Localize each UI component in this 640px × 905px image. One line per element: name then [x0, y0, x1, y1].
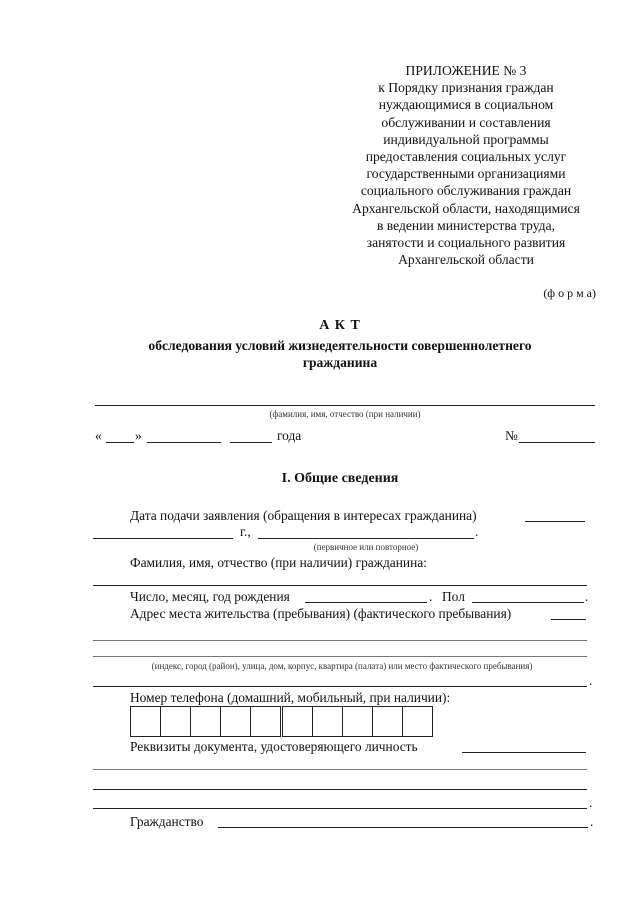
number-sign: № [505, 428, 518, 443]
phone-digit-cell[interactable] [250, 706, 281, 737]
address-field-line-3[interactable] [93, 656, 587, 657]
appendix-line: к Порядку признания граждан [378, 80, 554, 96]
address-field-line-4[interactable] [93, 686, 587, 687]
year-suffix: года [277, 428, 302, 443]
appendix-line: предоставления социальных услуг [365, 149, 567, 165]
period: . [429, 589, 433, 604]
appendix-line: Архангельской области [398, 252, 534, 268]
act-title: А К Т [319, 318, 361, 333]
phone-digit-cell[interactable] [190, 706, 221, 737]
number-field-line[interactable] [519, 442, 595, 443]
appendix-line: ПРИЛОЖЕНИЕ № 3 [405, 63, 527, 78]
phone-label: Номер телефона (домашний, мобильный, при наличии): [130, 690, 451, 705]
appendix-line: нуждающимися в социальном [378, 97, 554, 113]
fio-label: Фамилия, имя, отчество (при наличии) гражданина: [130, 555, 427, 570]
citizenship-field-line[interactable] [218, 827, 588, 828]
period: . [475, 524, 479, 539]
year-field-line[interactable] [230, 442, 272, 443]
citizenship-label: Гражданство [130, 814, 204, 829]
phone-digit-cell[interactable] [342, 706, 373, 737]
appendix-line: занятости и социального развития [366, 235, 566, 251]
id-document-field-line-4[interactable] [93, 808, 587, 809]
sex-label: Пол [442, 589, 465, 604]
act-subtitle-line1: обследования условий жизнедеятельности совершеннолетнего [148, 338, 532, 353]
phone-number-cells [130, 706, 433, 735]
id-document-field-line-3[interactable] [93, 789, 587, 790]
sex-field-line[interactable] [472, 602, 584, 603]
appendix-line: обслуживании и составления [381, 114, 551, 130]
name-field-caption: (фамилия, имя, отчество (при наличии) [269, 409, 421, 419]
phone-digit-cell[interactable] [402, 706, 433, 737]
address-field-line[interactable] [551, 619, 586, 620]
id-document-label: Реквизиты документа, удостоверяющего личность [130, 739, 418, 754]
birth-date-label: Число, месяц, год рождения [130, 589, 290, 604]
period: . [585, 589, 589, 604]
day-field-line[interactable] [106, 442, 134, 443]
year-abbr: г., [240, 524, 251, 539]
date-close-quote: » [135, 428, 142, 443]
application-date-line-2[interactable] [93, 538, 233, 539]
birth-date-field-line[interactable] [305, 602, 427, 603]
fio-field-line[interactable] [93, 585, 587, 586]
form-mark: (ф о р м а) [543, 286, 596, 300]
month-field-line[interactable] [147, 442, 221, 443]
application-date-label: Дата подачи заявления (обращения в интересах гражданина) [130, 508, 477, 523]
application-date-line[interactable] [525, 521, 585, 522]
id-document-field-line-2[interactable] [93, 769, 587, 770]
phone-digit-cell[interactable] [312, 706, 343, 737]
appendix-line: Архангельской области, находящимися [352, 200, 580, 216]
act-subtitle [60, 337, 620, 371]
application-type-caption: (первичное или повторное) [313, 542, 419, 552]
appendix-header [330, 62, 602, 268]
application-type-line[interactable] [258, 538, 474, 539]
act-subtitle-line2: гражданина [302, 355, 378, 370]
section-title: I. Общие сведения [281, 471, 399, 486]
address-field-line-2[interactable] [93, 640, 587, 641]
appendix-line: государственными организациями [366, 166, 566, 182]
id-document-field-line[interactable] [462, 752, 586, 753]
phone-digit-cell[interactable] [220, 706, 251, 737]
appendix-line: социального обслуживания граждан [360, 183, 572, 199]
phone-digit-cell[interactable] [282, 706, 313, 737]
period: . [589, 795, 593, 810]
period: . [590, 814, 594, 829]
appendix-line: в ведении министерства труда, [376, 217, 556, 233]
phone-digit-cell[interactable] [160, 706, 191, 737]
name-field-line[interactable] [95, 405, 595, 406]
date-open-quote: « [95, 428, 102, 443]
period: . [589, 673, 593, 688]
appendix-line: индивидуальной программы [383, 131, 549, 147]
phone-digit-cell[interactable] [130, 706, 161, 737]
address-caption: (индекс, город (район), улица, дом, корпус, квартира (палата) или место фактического пребывания) [151, 661, 533, 671]
phone-digit-cell[interactable] [372, 706, 403, 737]
address-label: Адрес места жительства (пребывания) (фактического пребывания) [130, 606, 512, 621]
